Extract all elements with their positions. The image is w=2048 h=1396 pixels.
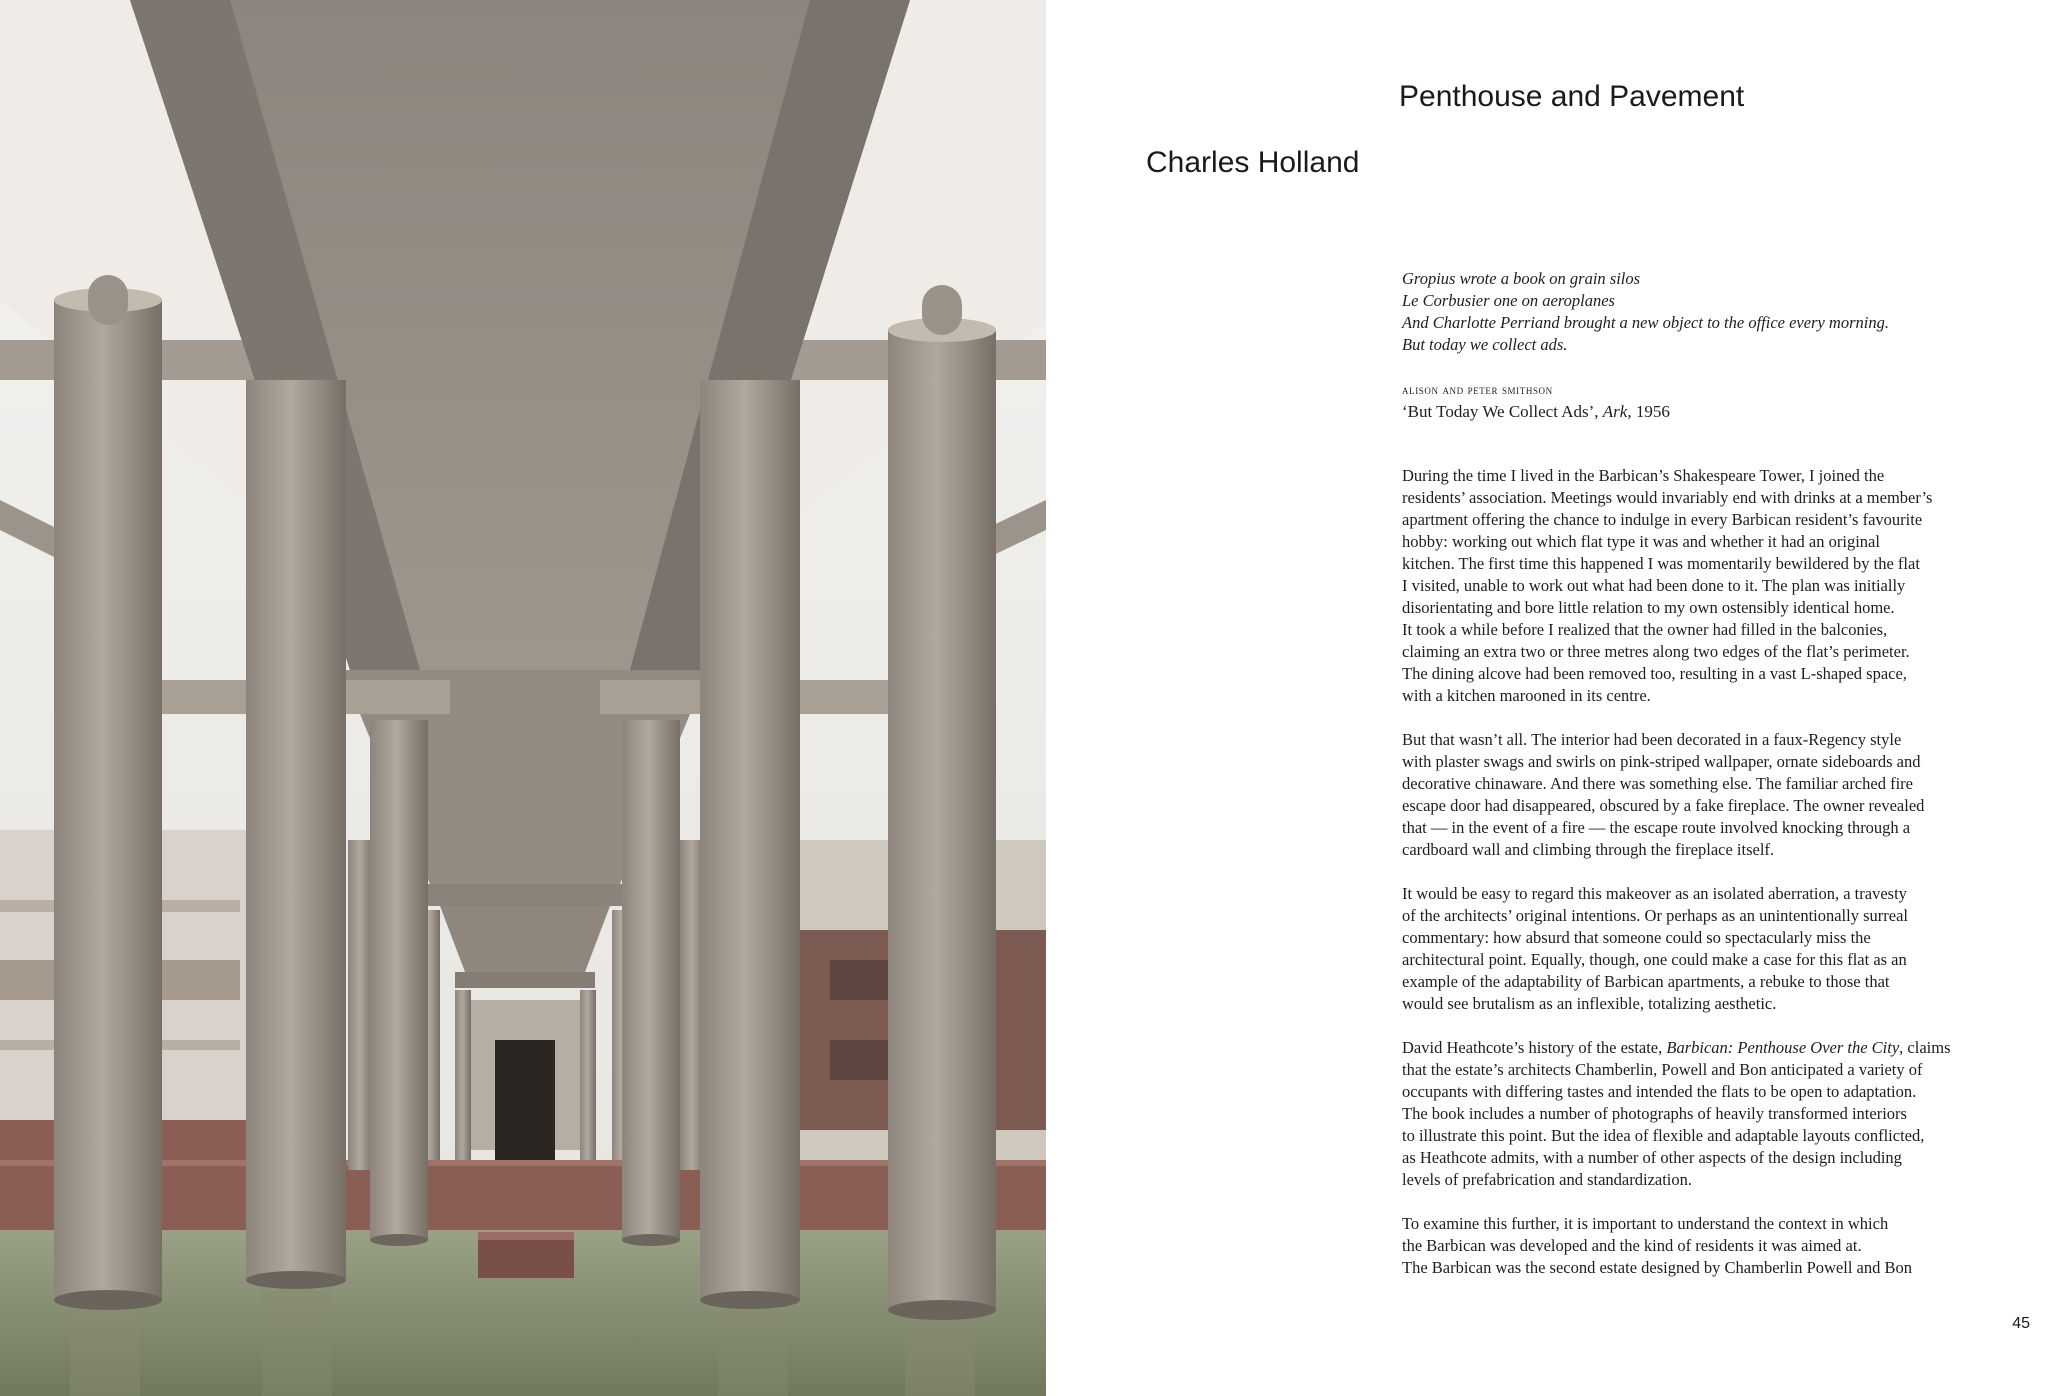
text-line: would see brutalism as an inflexible, totalizing aesthetic. [1402,994,1777,1013]
article-title: Penthouse and Pavement [1399,80,1745,113]
text-line: kitchen. The first time this happened I was momentarily bewildered by the flat [1402,554,1920,573]
text-line: To examine this further, it is important to understand the context in which [1402,1214,1889,1233]
epigraph-line: Gropius wrote a book on grain silos [1402,269,1641,288]
article-author: Charles Holland [1146,146,1360,179]
text-run: David Heathcote’s history of the estate, [1402,1038,1667,1057]
source-publication: Ark [1602,402,1628,421]
epigraph-line: Le Corbusier one on aeroplanes [1402,291,1615,310]
text-line: The dining alcove had been removed too, resulting in a vast L-shaped space, [1402,664,1907,683]
text-line: disorientating and bore little relation to my own ostensibly identical home. [1402,598,1895,617]
text-line [1402,1037,2032,1059]
text-line: that — in the event of a fire — the escape route involved knocking through a [1402,818,1911,837]
text-line: During the time I lived in the Barbican’s Shakespeare Tower, I joined the [1402,466,1885,485]
text-line: The Barbican was the second estate designed by Chamberlin Powell and Bon [1402,1258,1912,1277]
text-line: escape door had disappeared, obscured by a fake fireplace. The owner revealed [1402,796,1925,815]
book-title: Barbican: Penthouse Over the City [1666,1038,1900,1057]
text-line: The book includes a number of photographs of heavily transformed interiors [1402,1104,1907,1123]
text-line: residents’ association. Meetings would invariably end with drinks at a member’s [1402,488,1933,507]
epigraph [1402,268,1889,356]
text-line: apartment offering the chance to indulge in every Barbican resident’s favourite [1402,510,1923,529]
paragraph-3 [1402,883,2032,1015]
text-line: as Heathcote admits, with a number of other aspects of the design including [1402,1148,1902,1167]
paragraph-5 [1402,1213,2032,1279]
text-line: commentary: how absurd that someone could so spectacularly miss the [1402,928,1871,947]
text-line: claiming an extra two or three metres along two edges of the flat’s perimeter. [1402,642,1910,661]
paragraph-4 [1402,1037,2032,1191]
text-line: cardboard wall and climbing through the fireplace itself. [1402,840,1775,859]
text-line: hobby: working out which flat type it was and whether it had an original [1402,532,1880,551]
source-title: ‘But Today We Collect Ads’, [1402,402,1599,421]
attribution-source [1402,400,2042,424]
text-line: occupants with differing tastes and intended the flats to be open to adaptation. [1402,1082,1917,1101]
page-number: 45 [2012,1315,2030,1332]
epigraph-line: But today we collect ads. [1402,335,1568,354]
text-run: , claims [1899,1038,1951,1057]
text-line: that the estate’s architects Chamberlin, Powell and Bon anticipated a variety of [1402,1060,1923,1079]
attribution-names: alison and peter smithson [1402,382,1553,397]
paragraph-1 [1402,465,2032,707]
text-line: decorative chinaware. And there was something else. The familiar arched fire [1402,774,1913,793]
text-line: It would be easy to regard this makeover as an isolated aberration, a travesty [1402,884,1907,903]
text-line: to illustrate this point. But the idea of flexible and adaptable layouts conflicted, [1402,1126,1925,1145]
text-line: example of the adaptability of Barbican apartments, a rebuke to those that [1402,972,1890,991]
text-line: the Barbican was developed and the kind of residents it was aimed at. [1402,1236,1862,1255]
epigraph-attribution [1402,380,2042,424]
source-year: , 1956 [1627,402,1670,421]
text-line: levels of prefabrication and standardization. [1402,1170,1693,1189]
epigraph-line: And Charlotte Perriand brought a new object to the office every morning. [1402,313,1889,332]
text-line: I visited, unable to work out what had been done to it. The plan was initially [1402,576,1906,595]
body-text [1402,465,2032,1301]
text-line: It took a while before I realized that the owner had filled in the balconies, [1402,620,1888,639]
text-line: architectural point. Equally, though, one could make a case for this flat as an [1402,950,1907,969]
text-line: But that wasn’t all. The interior had been decorated in a faux-Regency style [1402,730,1902,749]
text-line: with plaster swags and swirls on pink-striped wallpaper, ornate sideboards and [1402,752,1921,771]
paragraph-2 [1402,729,2032,861]
text-line: with a kitchen marooned in its centre. [1402,686,1651,705]
text-line: of the architects’ original intentions. Or perhaps as an unintentionally surreal [1402,906,1908,925]
